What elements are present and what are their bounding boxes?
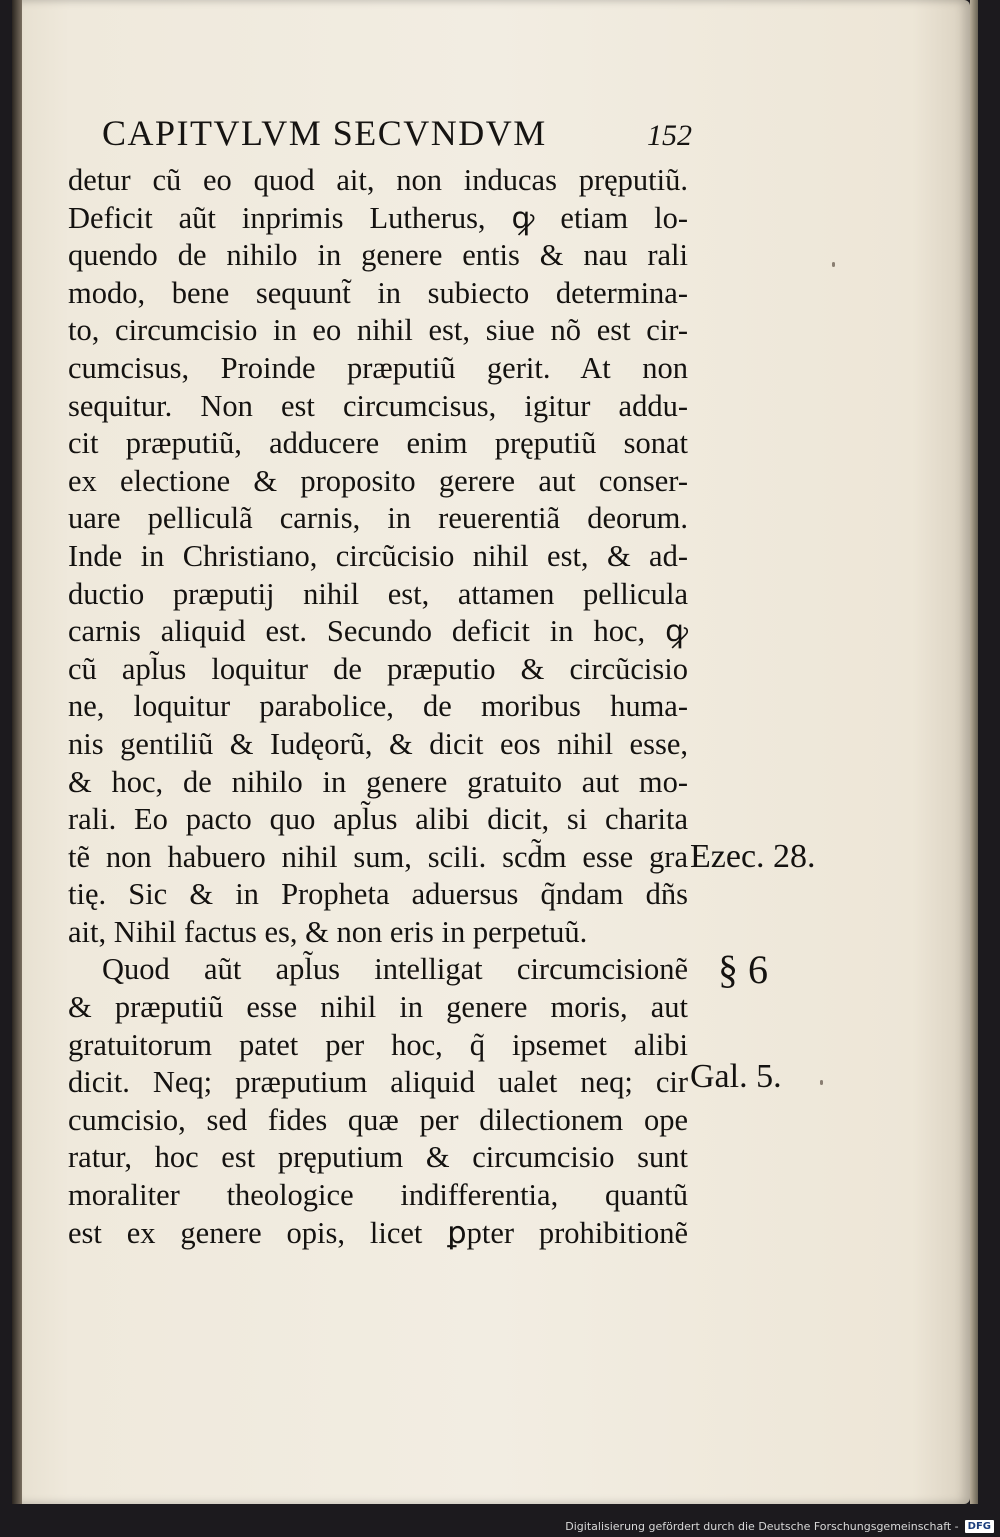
text-line: tẽ non habuero nihil sum, scili. scd̃m esse gra (68, 839, 688, 874)
text-line: gratuitorum patet per hoc, q̃ ipsemet alibi (68, 1027, 688, 1062)
text-line: tię. Sic & in Propheta aduersus q̃ndam dñs (68, 877, 688, 912)
text-line: cumcisus, Proinde præputiũ gerit. At non (68, 350, 688, 385)
text-line: Inde in Christiano, circũcisio nihil est, & ad- (68, 538, 688, 573)
running-head (102, 112, 692, 154)
text-line: nis gentiliũ & Iudęorũ, & dicit eos nihil esse, (68, 726, 688, 761)
dfg-logo-icon: DFG (965, 1520, 994, 1533)
text-line: ductio præputij nihil est, attamen pellicula (68, 576, 688, 611)
page-gutter-shadow (12, 0, 22, 1504)
body-text (68, 162, 688, 1252)
text-line: detur cũ eo quod ait, non inducas pręputiũ. (68, 163, 688, 197)
text-line: ne, loquitur parabolice, de moribus huma- (68, 689, 688, 724)
text-line: ratur, hoc est pręputium & circumcisio sunt (68, 1140, 688, 1175)
marginal-note-section-sign: § 6 (718, 947, 768, 992)
digitization-credit (565, 1520, 994, 1533)
text-line: quendo de nihilo in genere entis & nau rali (68, 238, 688, 273)
chapter-heading: CAPITVLVM SECVNDVM (102, 113, 547, 153)
text-line: ex electione & proposito gerere aut conser- (68, 463, 688, 498)
text-line: ait, Nihil factus es, & non eris in perpetuũ. (68, 914, 588, 949)
text-line: Deficit aũt inprimis Lutherus, ꝙ etiam lo- (68, 200, 688, 235)
text-line: cumcisio, sed fides quæ per dilectionem ope (68, 1102, 688, 1137)
text-line: rali. Eo pacto quo apl̃us alibi dicit, si charita (68, 802, 688, 837)
paper-speck (820, 1080, 823, 1085)
text-line: est ex genere opis, licet ꝑpter prohibitionẽ (68, 1215, 688, 1250)
text-line: cũ apl̃us loquitur de præputio & circũcisio (68, 651, 688, 686)
text-line: cit præputiũ, adducere enim pręputiũ sonat (68, 426, 688, 461)
credit-text: Digitalisierung gefördert durch die Deutsche Forschungsgemeinschaft - (565, 1520, 959, 1533)
text-line: carnis aliquid est. Secundo deficit in hoc, ꝙ (68, 614, 688, 649)
marginal-note-ezechiel: Ezec. 28. (690, 838, 816, 875)
text-line: & hoc, de nihilo in genere gratuito aut mo- (68, 764, 688, 799)
text-line: & præputiũ esse nihil in genere moris, aut (68, 990, 688, 1025)
marginal-note-galatians: Gal. 5. (690, 1058, 782, 1095)
text-line: moraliter theologice indifferentia, quantũ (68, 1178, 688, 1213)
text-line: dicit. Neq; præputium aliquid ualet neq; cir (68, 1065, 688, 1100)
text-line: sequitur. Non est circumcisus, igitur addu- (68, 388, 688, 423)
text-line: uare pelliculã carnis, in reuerentiã deorum. (68, 501, 688, 536)
paragraph-start-line: Quod aũt apl̃us intelligat circumcisionẽ (102, 952, 688, 987)
folio-number: 152 (647, 119, 692, 152)
text-line: to, circumcisio in eo nihil est, siue nõ est cir- (68, 313, 688, 348)
paper-speck (832, 262, 835, 267)
text-line: modo, bene sequunt̃ in subiecto determina- (68, 275, 688, 310)
page-fore-edge (970, 0, 978, 1504)
